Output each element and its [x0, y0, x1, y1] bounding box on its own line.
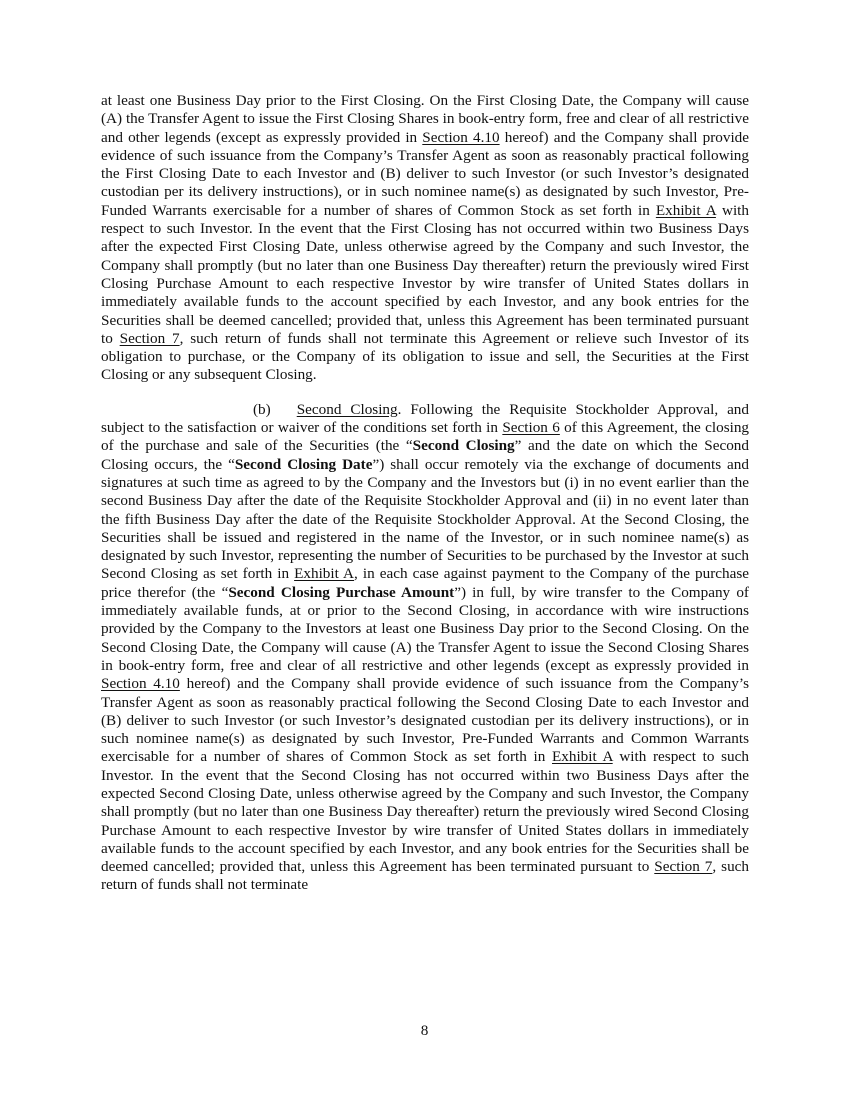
- text-run: hereof) and the Company shall provide evidence of such issuance from the Company’s Transfer Agent as soon as reasonably practical following the First Closing Date to each Investor and (B) deliver to such Investor (or such Investor’s designated custodian per its delivery instructions), or in such nominee name(s) as designated by such Investor, Pre-Funded Warrants exercisable for a number of shares of Common Stock as set forth in: [101, 128, 749, 219]
- cross-reference-link: Exhibit A: [655, 201, 716, 219]
- page-number: 8: [420, 1022, 429, 1039]
- defined-term: Second Closing: [412, 437, 515, 455]
- text-run: ”) in full, by wire transfer to the Company of immediately available funds, at or prior to the Second Closing, in accordance with wire instructions provided by the Company to the Investors at least one Business Day prior to the Second Closing. On the Second Closing Date, the Company will cause (A) the Transfer Agent to issue the Second Closing Shares in book-entry form, free and clear of all restrictive and other legends (except as expressly provided in: [101, 583, 749, 674]
- cross-reference-link: Section 4.10: [101, 675, 180, 693]
- text-run: ” and the date on which the Second Closing occurs, the “: [101, 437, 749, 473]
- paragraph-first-closing-continued: [101, 92, 749, 385]
- defined-term: Second Closing Date: [234, 455, 373, 473]
- cross-reference-link: Section 7: [654, 858, 713, 876]
- text-run: ”) shall occur remotely via the exchange of documents and signatures at such time as agreed to by the Company and the Investors but (i) in no event earlier than the second Business Day after the date of the Requisite Stockholder Approval and (ii) in no event later than the fifth Business Day after the date of the Requisite Stockholder Approval. At the Second Closing, the Securities shall be issued and registered in the name of the Investor, or in such nominee name(s) as designated by such Investor, representing the number of Securities to be purchased by the Investor at such Second Closing as set forth in: [101, 455, 749, 583]
- paragraph-second-closing: [101, 401, 749, 895]
- text-run: at least one Business Day prior to the First Closing. On the First Closing Date, the Company will cause (A) the Transfer Agent to issue the First Closing Shares in book-entry form, free and clear of all restrictive and other legends (except as expressly provided in: [101, 92, 749, 146]
- text-run: , in each case against payment to the Company of the purchase price therefor (the “: [101, 565, 750, 601]
- cross-reference-link: Section 7: [119, 329, 180, 347]
- section-heading: Second Closing: [296, 400, 398, 418]
- cross-reference-link: Section 4.10: [422, 128, 500, 146]
- text-run: with respect to such Investor. In the event that the First Closing has not occurred within two Business Days after the expected First Closing Date, unless otherwise agreed by the Company and such Investor, the Company shall promptly (but no later than one Business Day thereafter) return the previously wired First Closing Purchase Amount to each respective Investor by wire transfer of United States dollars in immediately available funds to the account specified by each Investor, and any book entries for the Securities shall be deemed cancelled; provided that, unless this Agreement has been terminated pursuant to: [101, 201, 749, 347]
- cross-reference-link: Exhibit A: [294, 565, 355, 583]
- text-run: , such return of funds shall not terminate: [101, 858, 749, 894]
- text-run: of this Agreement, the closing of the purchase and sale of the Securities (the “: [101, 419, 750, 455]
- defined-term: Second Closing Purchase Amount: [228, 583, 455, 601]
- section-label: (b): [253, 400, 271, 418]
- text-run: . Following the Requisite Stockholder Approval, and subject to the satisfaction or waiver of the conditions set forth in: [101, 400, 749, 437]
- text-run: with respect to such Investor. In the event that the Second Closing has not occurred within two Business Days after the expected Second Closing Date, unless otherwise agreed by the Company and such Investor, the Company shall promptly (but no later than one Business Day thereafter) return the previously wired Second Closing Purchase Amount to each respective Investor by wire transfer of United States dollars in immediately available funds to the account specified by each Investor, and any book entries for the Securities shall be deemed cancelled; provided that, unless this Agreement has been terminated pursuant to: [101, 748, 749, 876]
- document-page: [101, 92, 749, 895]
- text-run: , such return of funds shall not terminate this Agreement or relieve such Investor of its obligation to purchase, or the Company of its obligation to issue and sell, the Securities at the First Closing or any subsequent Closing.: [101, 329, 749, 384]
- text-run: hereof) and the Company shall provide evidence of such issuance from the Company’s Transfer Agent as soon as reasonably practical following the Second Closing Date to each Investor and (B) deliver to such Investor (or such Investor’s designated custodian per its delivery instructions), or in such nominee name(s) as designated by such Investor, Pre-Funded Warrants and Common Warrants exercisable for a number of shares of Common Stock as set forth in: [101, 675, 749, 766]
- cross-reference-link: Section 6: [502, 419, 560, 437]
- cross-reference-link: Exhibit A: [552, 748, 613, 766]
